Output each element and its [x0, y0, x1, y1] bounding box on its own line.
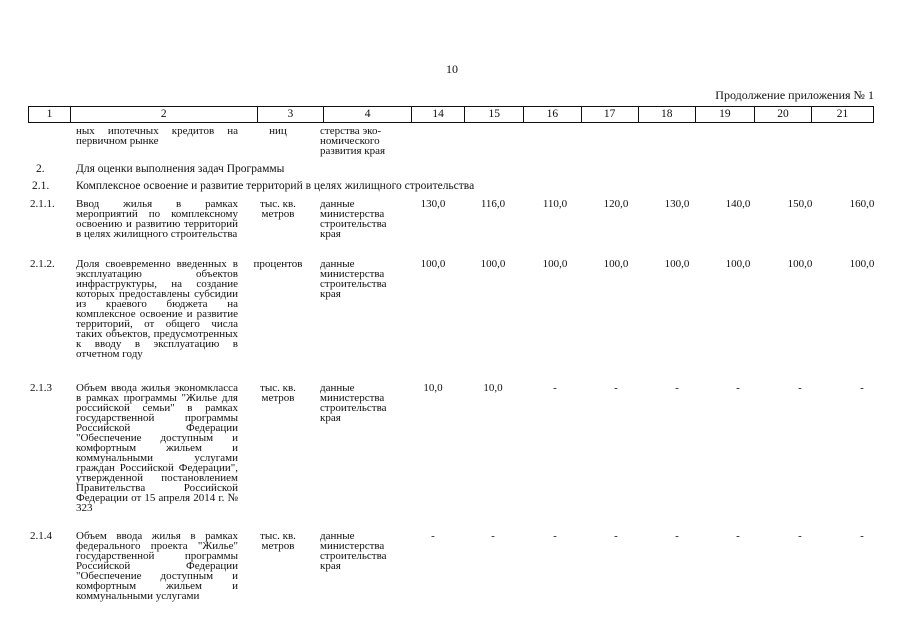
section-title: Комплексное освоение и развитие территорий в целях жилищного строительства: [76, 180, 475, 192]
row-value-18: -: [675, 530, 679, 542]
row-value-14: 100,0: [420, 258, 446, 270]
row-value-16: -: [553, 382, 557, 394]
header-col-15: 15: [465, 107, 524, 122]
row-name: Объем ввода жилья экономкласса в рамках программы "Жилье для российской семьи" в рамках государственной программы Российской Федерации "Обеспечение доступным и комфортным жильем и коммунальными услугами граждан Российской Федерации", утвержденной постановлением Правительства Российской Федерации от 15 апреля 2014 г. № 323: [76, 382, 238, 514]
row-value-18: 130,0: [664, 198, 690, 210]
row-unit: тыс. кв. метров: [260, 382, 296, 404]
row-value-18: 100,0: [664, 258, 690, 270]
row-value-14: 130,0: [420, 198, 446, 210]
row-value-17: -: [614, 382, 618, 394]
row-value-17: -: [614, 530, 618, 542]
row-num: 2.1.1.: [30, 198, 55, 210]
row-value-15: 100,0: [480, 258, 506, 270]
header-col-21: 21: [836, 108, 849, 120]
row-value-17: 120,0: [603, 198, 629, 210]
row-value-17: 100,0: [603, 258, 629, 270]
row-num: 2.1.4: [30, 530, 52, 542]
header-col-19: 19: [696, 107, 755, 122]
row-value-21: -: [860, 530, 864, 542]
row-num: 2.1.2.: [30, 258, 55, 270]
row-value-21: -: [860, 382, 864, 394]
row-num: 2.1.3: [30, 382, 52, 394]
row-value-20: -: [798, 530, 802, 542]
row-unit: тыс. кв. метров: [260, 530, 296, 552]
page-number: 10: [446, 62, 458, 76]
row-unit: ниц: [269, 125, 287, 137]
row-unit: процентов: [253, 258, 303, 270]
row-source: данные министерства строительства края: [320, 198, 387, 240]
row-value-19: -: [736, 382, 740, 394]
row-value-20: 150,0: [787, 198, 813, 210]
row-source: стерства эко- номического развития края: [320, 125, 386, 157]
row-source: данные министерства строительства края: [320, 258, 387, 300]
section-num: 2.: [36, 163, 45, 175]
section-num: 2.1.: [32, 180, 50, 192]
row-value-18: -: [675, 382, 679, 394]
row-value-16: 100,0: [542, 258, 568, 270]
continuation-label: Продолжение приложения № 1: [715, 88, 874, 102]
header-col-4: 4: [324, 107, 412, 122]
row-source: данные министерства строительства края: [320, 382, 387, 424]
header-col-17: 17: [582, 107, 639, 122]
section-title: Для оценки выполнения задач Программы: [76, 163, 285, 175]
row-name: Объем ввода жилья в рамках федерального проекта "Жилье" государственной программы Российской Федерации "Обеспечение доступным и комфортным жильем и коммунальными услугами: [76, 530, 238, 602]
header-col-14: 14: [412, 107, 465, 122]
header-col-1: 1: [29, 107, 71, 122]
header-col-20: 20: [755, 107, 812, 122]
row-value-20: -: [798, 382, 802, 394]
row-name: Доля своевременно введенных в эксплуатацию объектов инфраструктуры, на создание которых предоставлены субсидии из краевого бюджета на комплексное освоение и развитие территорий, от общего числа таких объектов, предусмотренных к вводу в эксплуатацию в отчетном году: [76, 258, 238, 360]
header-col-2: 2: [71, 107, 258, 122]
row-name: ных ипотечных кредитов на первичном рынке: [76, 125, 238, 147]
row-value-15: 116,0: [480, 198, 506, 210]
row-value-15: 10,0: [483, 382, 503, 394]
row-value-21: 100,0: [849, 258, 875, 270]
row-value-19: 140,0: [725, 198, 751, 210]
row-source: данные министерства строительства края: [320, 530, 387, 572]
row-value-19: 100,0: [725, 258, 751, 270]
header-col-18: 18: [639, 107, 696, 122]
row-unit: тыс. кв. метров: [260, 198, 296, 220]
row-value-16: 110,0: [542, 198, 568, 210]
row-value-15: -: [491, 530, 495, 542]
row-value-16: -: [553, 530, 557, 542]
row-value-19: -: [736, 530, 740, 542]
table-header: [28, 106, 874, 123]
row-value-20: 100,0: [787, 258, 813, 270]
row-value-14: 10,0: [423, 382, 443, 394]
header-col-16: 16: [524, 107, 581, 122]
row-value-14: -: [431, 530, 435, 542]
row-name: Ввод жилья в рамках мероприятий по комплексному освоению и развитию территорий в целях жилищного строительства: [76, 198, 238, 240]
header-col-3: 3: [258, 107, 325, 122]
row-value-21: 160,0: [849, 198, 875, 210]
